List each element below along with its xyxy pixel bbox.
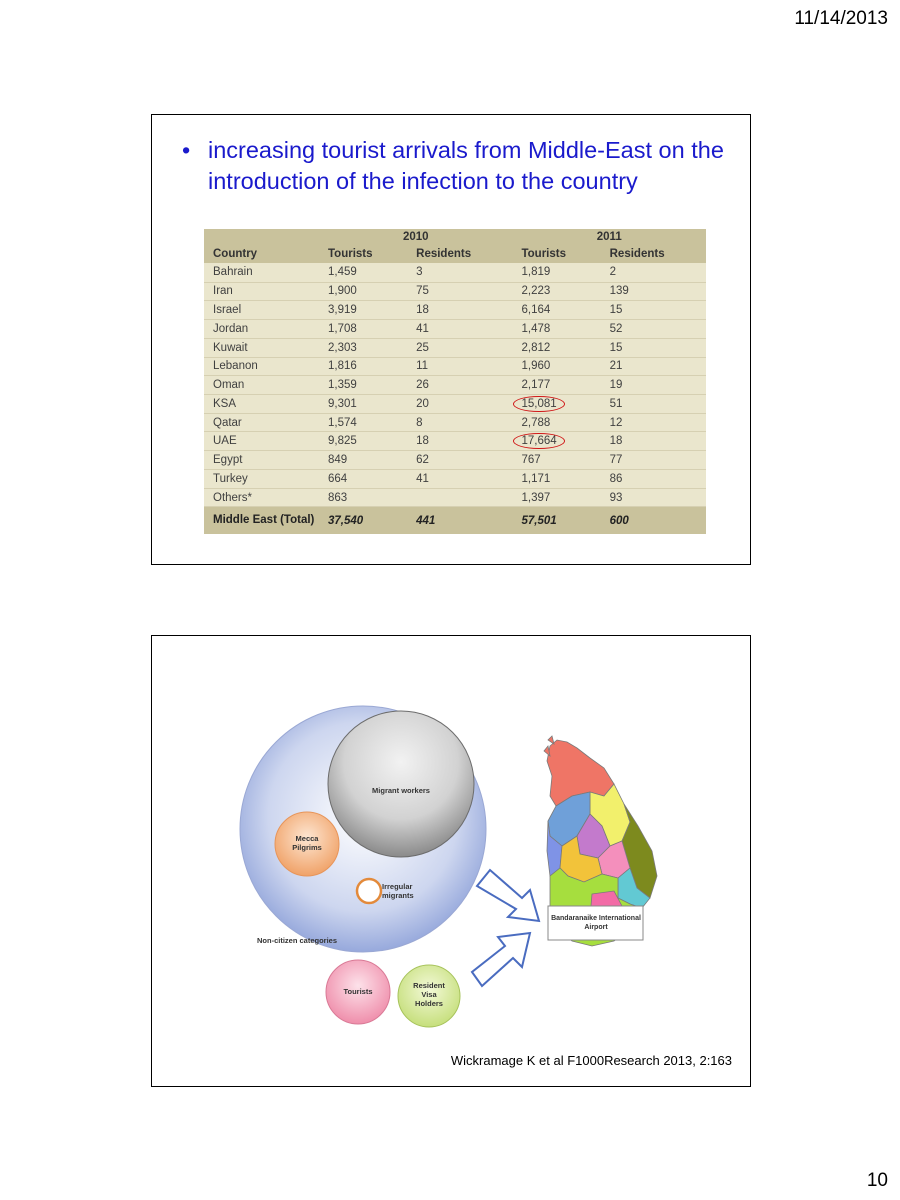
table-cell: 11 xyxy=(407,357,512,376)
table-row xyxy=(204,263,706,282)
table-cell xyxy=(512,394,600,413)
airport-label: Bandaranaike International Airport xyxy=(551,915,641,931)
table-cell: Israel xyxy=(204,301,319,320)
table-cell: Egypt xyxy=(204,451,319,470)
table-cell: 21 xyxy=(601,357,706,376)
table-cell: 2,303 xyxy=(319,338,407,357)
table-cell: 51 xyxy=(601,394,706,413)
table-row xyxy=(204,451,706,470)
table-cell: 20 xyxy=(407,394,512,413)
table-cell: 12 xyxy=(601,413,706,432)
table-cell: 441 xyxy=(407,507,512,534)
table-cell: Qatar xyxy=(204,413,319,432)
table-cell: Jordan xyxy=(204,320,319,339)
table-cell: Oman xyxy=(204,376,319,395)
table-cell: Lebanon xyxy=(204,357,319,376)
table-cell: 2,812 xyxy=(512,338,600,357)
year-header-2010: 2010 xyxy=(319,229,512,245)
table-cell: 18 xyxy=(407,432,512,451)
migrant-workers-circle xyxy=(328,711,474,857)
table-cell xyxy=(512,432,600,451)
table-cell: 1,478 xyxy=(512,320,600,339)
table-cell: 863 xyxy=(319,488,407,507)
table-cell: 57,501 xyxy=(512,507,600,534)
table-cell: 767 xyxy=(512,451,600,470)
page-number: 10 xyxy=(866,1170,888,1191)
bullet-marker: • xyxy=(182,137,191,163)
table-row xyxy=(204,301,706,320)
table-cell: 849 xyxy=(319,451,407,470)
table-cell: 9,825 xyxy=(319,432,407,451)
table-cell: 18 xyxy=(407,301,512,320)
table-cell: Others* xyxy=(204,488,319,507)
non-citizen-label: Non-citizen categories xyxy=(257,936,338,945)
table-cell: 75 xyxy=(407,282,512,301)
table-cell: 26 xyxy=(407,376,512,395)
table-cell: 86 xyxy=(601,469,706,488)
table-cell: 3 xyxy=(407,263,512,282)
table-cell: 1,708 xyxy=(319,320,407,339)
table-cell: 600 xyxy=(601,507,706,534)
table-cell: 1,359 xyxy=(319,376,407,395)
resident-visa-label: Resident Visa Holders xyxy=(413,981,445,1008)
column-header: Residents xyxy=(407,245,512,264)
bullet-text: increasing tourist arrivals from Middle-East on the introduction of the infection to the country xyxy=(208,137,724,194)
table-total-row xyxy=(204,507,706,534)
table-cell: 1,397 xyxy=(512,488,600,507)
arrow-icon xyxy=(477,870,539,921)
table-row xyxy=(204,413,706,432)
table-cell: 6,164 xyxy=(512,301,600,320)
irregular-migrants-label: Irregular migrants xyxy=(382,882,414,900)
table-cell: KSA xyxy=(204,394,319,413)
table-cell xyxy=(407,488,512,507)
table-cell: 8 xyxy=(407,413,512,432)
arrivals-table xyxy=(204,229,706,534)
highlight-circle: 15,081 xyxy=(513,396,564,412)
migrant-workers-label: Migrant workers xyxy=(372,786,430,795)
table-row xyxy=(204,432,706,451)
table-cell: 19 xyxy=(601,376,706,395)
table-cell: 1,900 xyxy=(319,282,407,301)
column-header: Tourists xyxy=(512,245,600,264)
table-cell: 93 xyxy=(601,488,706,507)
table-cell: 15 xyxy=(601,338,706,357)
table-row xyxy=(204,488,706,507)
table-row xyxy=(204,469,706,488)
mecca-pilgrims-label: Mecca Pilgrims xyxy=(292,834,322,852)
year-header-2011: 2011 xyxy=(512,229,706,245)
table-cell: 62 xyxy=(407,451,512,470)
table-cell: 37,540 xyxy=(319,507,407,534)
table-cell: 2,788 xyxy=(512,413,600,432)
table-cell: UAE xyxy=(204,432,319,451)
bullet-point xyxy=(182,135,742,197)
table-cell: Turkey xyxy=(204,469,319,488)
table-cell: 18 xyxy=(601,432,706,451)
table-cell: 52 xyxy=(601,320,706,339)
table-cell: 1,459 xyxy=(319,263,407,282)
table-cell: Bahrain xyxy=(204,263,319,282)
slide-migration-diagram xyxy=(151,635,751,1087)
table-cell: 1,960 xyxy=(512,357,600,376)
table-cell: 15 xyxy=(601,301,706,320)
table-row xyxy=(204,320,706,339)
table-cell: 664 xyxy=(319,469,407,488)
table-row xyxy=(204,394,706,413)
table-cell: 139 xyxy=(601,282,706,301)
table-cell: Kuwait xyxy=(204,338,319,357)
migration-diagram xyxy=(152,636,752,1088)
table-cell: 2,223 xyxy=(512,282,600,301)
table-cell: 25 xyxy=(407,338,512,357)
table-cell: 77 xyxy=(601,451,706,470)
table-cell: 1,816 xyxy=(319,357,407,376)
table-cell: Middle East (Total) xyxy=(204,507,319,534)
table-row xyxy=(204,376,706,395)
table-cell: 3,919 xyxy=(319,301,407,320)
arrow-icon xyxy=(472,933,530,986)
page-date: 11/14/2013 xyxy=(794,8,888,29)
table-cell: 2,177 xyxy=(512,376,600,395)
citation: Wickramage K et al F1000Research 2013, 2:163 xyxy=(450,1053,732,1068)
column-header: Country xyxy=(204,245,319,264)
table-cell: 41 xyxy=(407,320,512,339)
table-row xyxy=(204,357,706,376)
table-cell: 1,574 xyxy=(319,413,407,432)
table-cell: 9,301 xyxy=(319,394,407,413)
column-header: Tourists xyxy=(319,245,407,264)
table-cell: 2 xyxy=(601,263,706,282)
table-row xyxy=(204,338,706,357)
column-header: Residents xyxy=(601,245,706,264)
table-cell: 41 xyxy=(407,469,512,488)
table-row xyxy=(204,282,706,301)
table-cell: 1,171 xyxy=(512,469,600,488)
table-cell: Iran xyxy=(204,282,319,301)
table-cell: 1,819 xyxy=(512,263,600,282)
highlight-circle: 17,664 xyxy=(513,433,564,449)
tourists-label: Tourists xyxy=(343,987,373,996)
slide-tourist-arrivals xyxy=(151,114,751,565)
